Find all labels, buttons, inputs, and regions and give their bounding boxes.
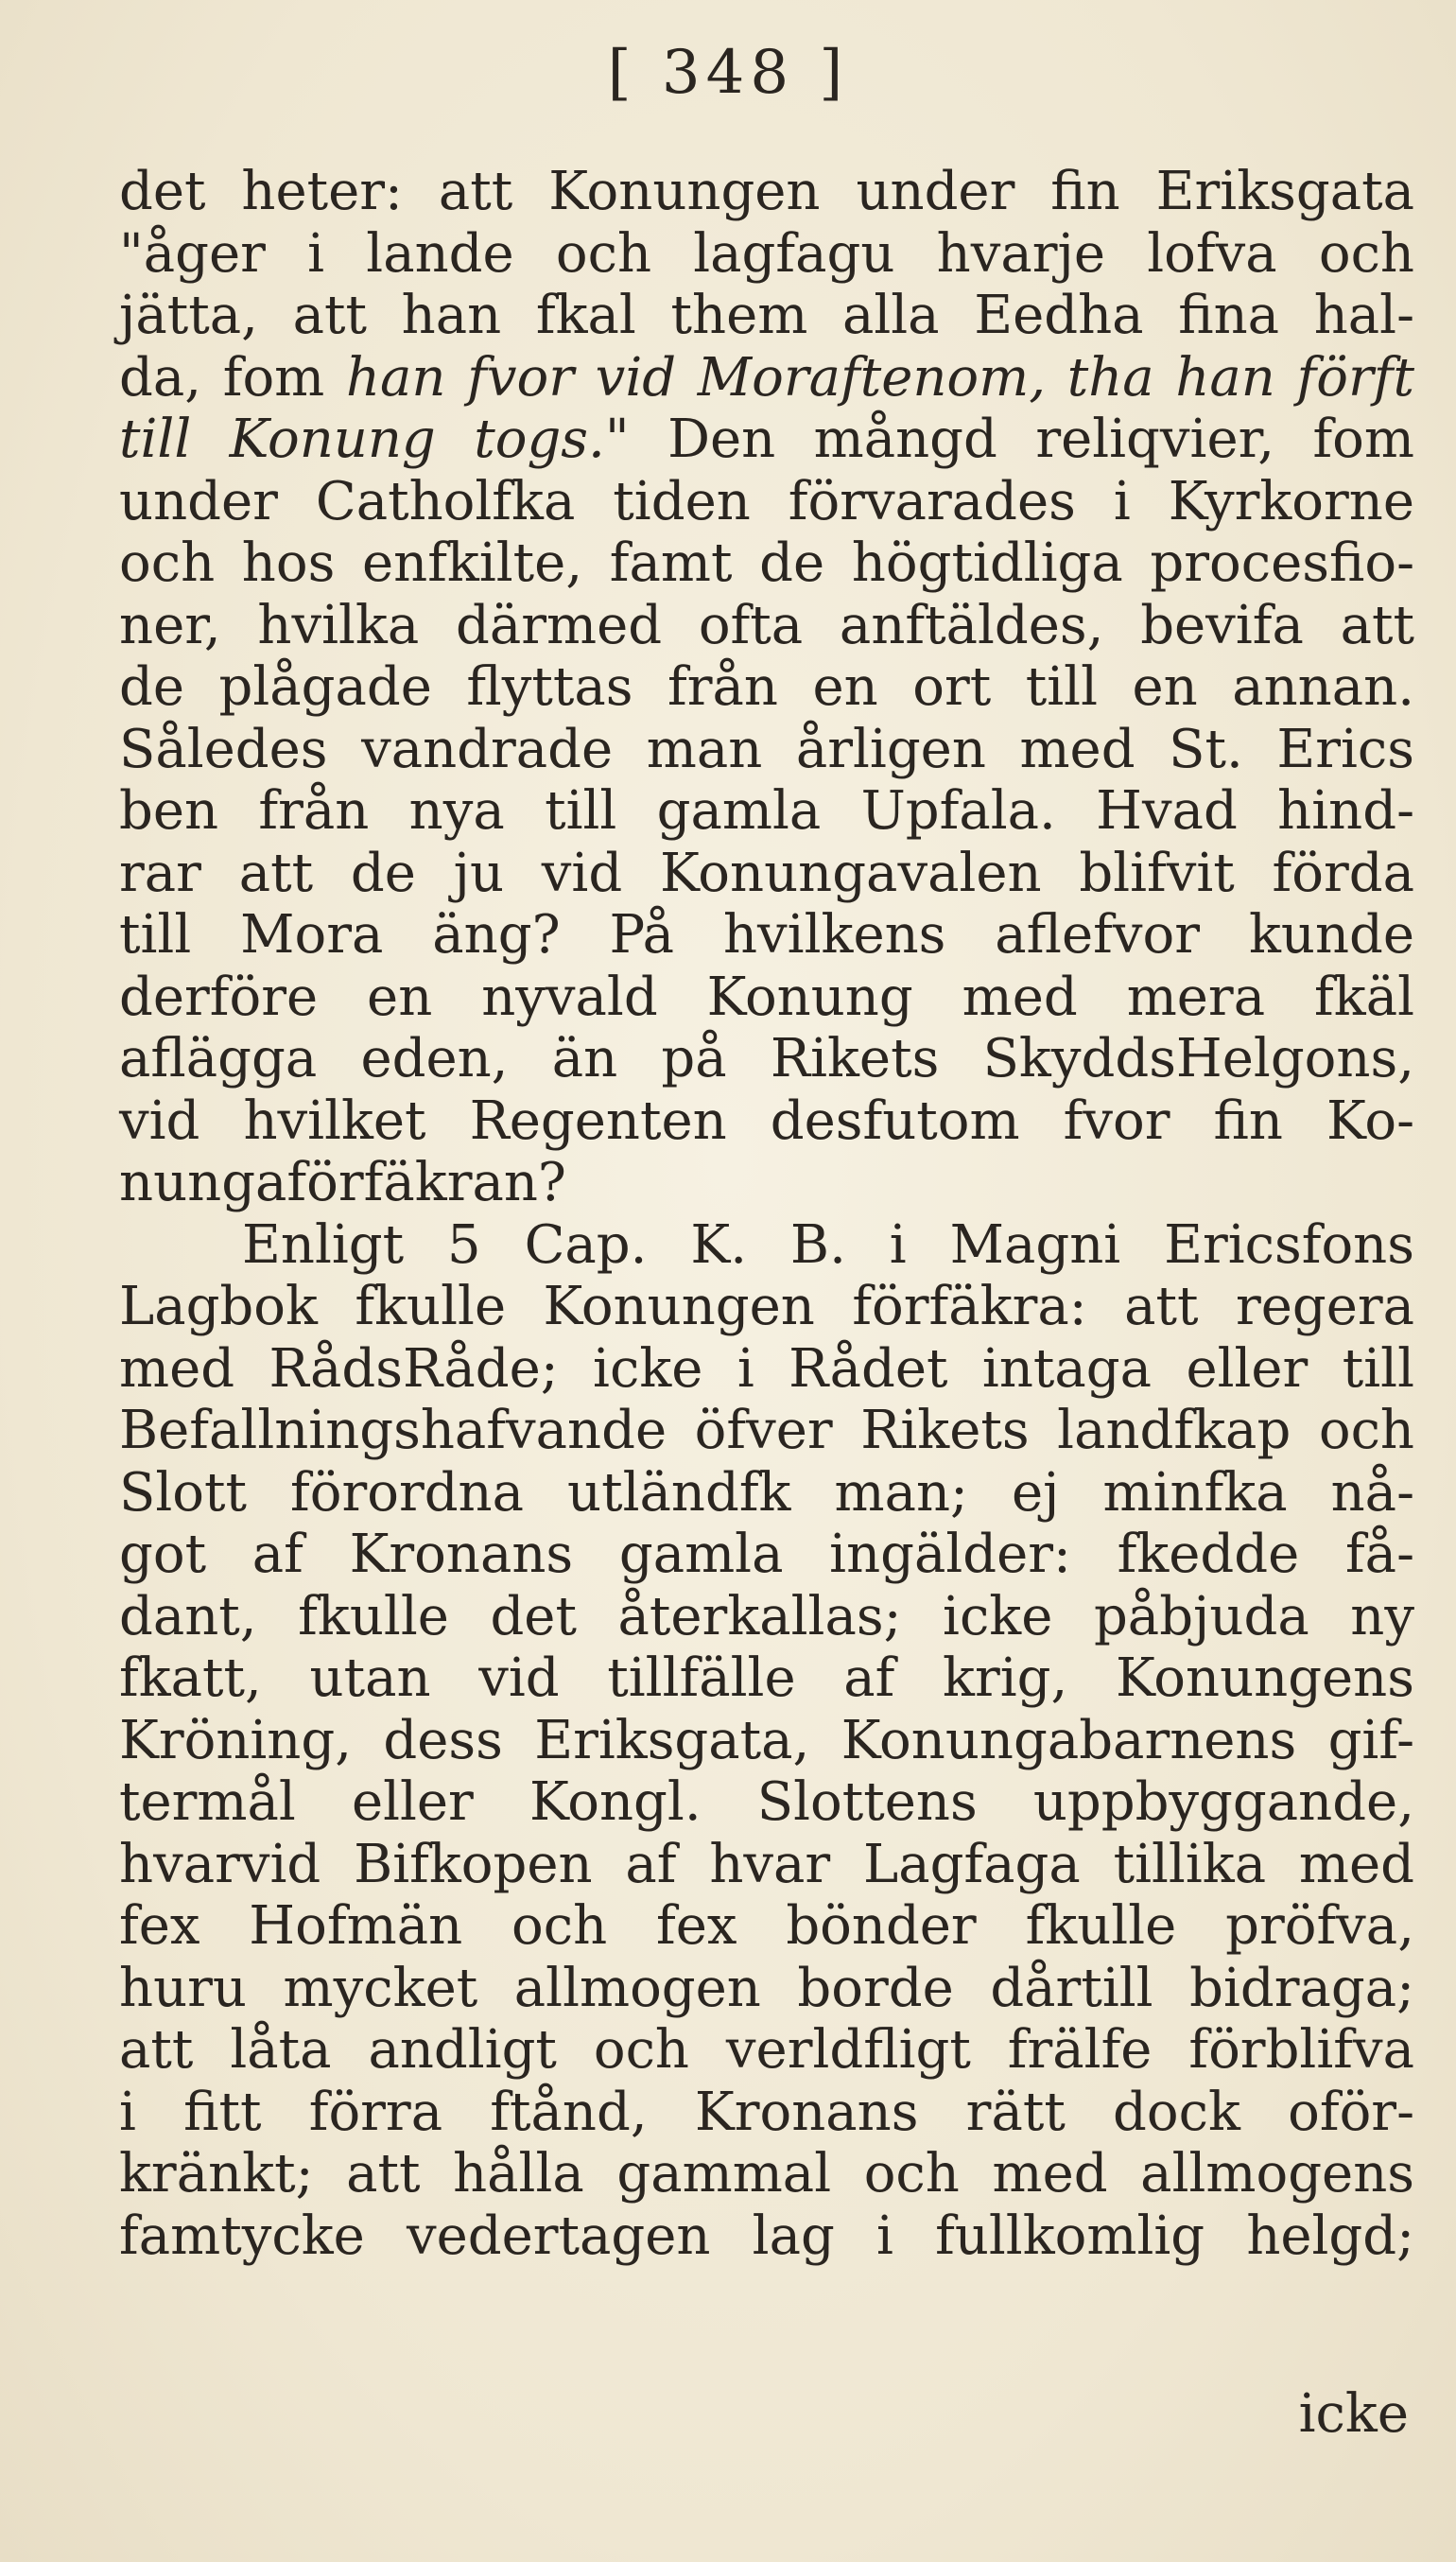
text-line: och hos enfkilte, famt de högtidliga procesfio-	[119, 532, 1414, 594]
text-line: kränkt; att hålla gammal och med allmogens	[119, 2143, 1414, 2205]
text-line: med RådsRåde; icke i Rådet intaga eller till	[119, 1337, 1414, 1400]
paragraph-end-line: nungaförfäkran?	[119, 1152, 566, 1213]
text-line: "åger i lande och lagfagu hvarje lofva och	[119, 222, 1414, 285]
text-line: derföre en nyvald Konung med mera fkäl	[119, 966, 1414, 1028]
text-line: ner, hvilka därmed ofta anftäldes, bevifa att	[119, 594, 1414, 656]
body-text	[119, 161, 1414, 2267]
text-line: huru mycket allmogen borde dårtill bidraga;	[119, 1957, 1414, 2019]
catchword: icke	[1298, 2383, 1409, 2445]
text-line: ben från nya till gamla Upfala. Hvad hind-	[119, 780, 1414, 842]
text-line: famtycke vedertagen lag i fullkomlig helgd;	[119, 2205, 1414, 2267]
text-line: vid hvilket Regenten desfutom fvor fin Ko-	[119, 1089, 1414, 1152]
text-line: rar att de ju vid Konungavalen blifvit förda	[119, 842, 1414, 904]
text-line: till Konung togs." Den mångd reliqvier, fom	[119, 409, 1414, 470]
italic-quote: till Konung togs."	[119, 409, 630, 470]
text-line: termål eller Kongl. Slottens uppbyggande,	[119, 1771, 1414, 1833]
text-line: Kröning, dess Eriksgata, Konungabarnens gif-	[119, 1709, 1414, 1771]
text-line: Befallningshafvande öfver Rikets landfkap och	[119, 1400, 1414, 1461]
text-line: under Catholfka tiden förvarades i Kyrkorne	[119, 470, 1414, 532]
text-line: da, fom han fvor vid Moraftenom, tha han förft	[119, 346, 1414, 409]
text-line: fex Hofmän och fex bönder fkulle pröfva,	[119, 1895, 1414, 1957]
text-line: Således vandrade man årligen med St. Erics	[119, 718, 1414, 780]
text-line: Lagbok fkulle Konungen förfäkra: att regera	[119, 1276, 1414, 1337]
italic-quote: han fvor vid Moraftenom, tha han förft	[345, 346, 1414, 409]
text-line: fkatt, utan vid tillfälle af krig, Konungens	[119, 1647, 1414, 1709]
text-line: i fitt förra ftånd, Kronans rätt dock oför-	[119, 2081, 1414, 2143]
text-line: jätta, att han fkal them alla Eedha fina hal-	[119, 285, 1414, 346]
text-line: att låta andligt och verldfligt frälfe förblifva	[119, 2019, 1414, 2081]
text-line: hvarvid Bifkopen af hvar Lagfaga tillika med	[119, 1833, 1414, 1895]
text-line: dant, fkulle det återkallas; icke påbjuda ny	[119, 1585, 1414, 1647]
text-line: Slott förordna utländfk man; ej minfka nå-	[119, 1461, 1414, 1524]
page-number: [ 348 ]	[607, 38, 849, 108]
text-line: de plågade flyttas från en ort till en annan.	[119, 656, 1414, 718]
text-line: got af Kronans gamla ingälder: fkedde få-	[119, 1524, 1414, 1585]
paragraph-start-line: Enligt 5 Cap. K. B. i Magni Ericsfons	[242, 1213, 1414, 1276]
text-line: det heter: att Konungen under fin Eriksgata	[119, 161, 1414, 222]
text-line: aflägga eden, än på Rikets SkyddsHelgons,	[119, 1028, 1414, 1089]
text-line: till Mora äng? På hvilkens aflefvor kunde	[119, 904, 1414, 966]
